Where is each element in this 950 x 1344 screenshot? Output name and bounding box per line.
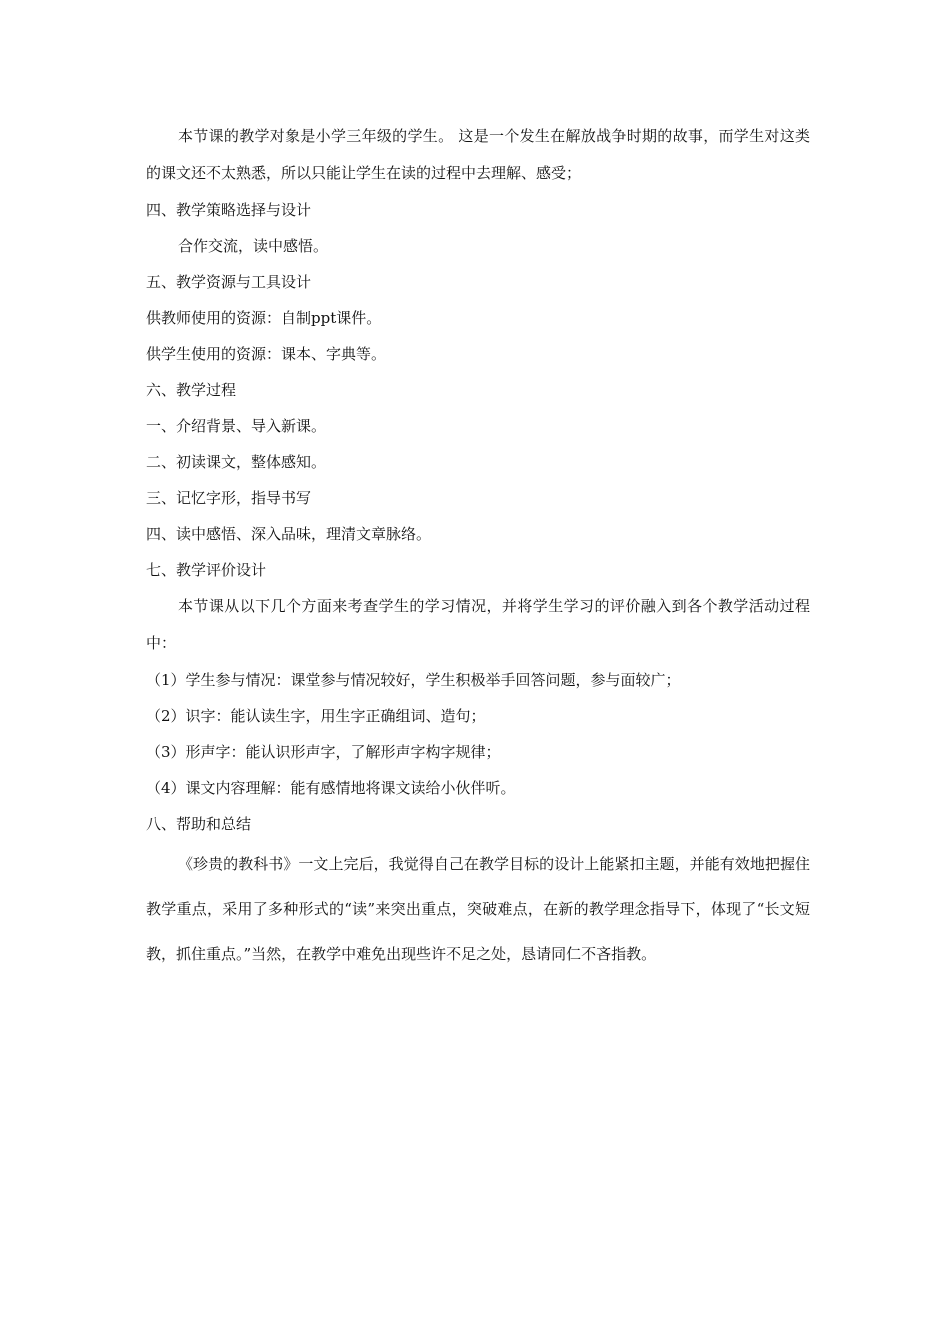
process-step: 二、初读课文，整体感知。 xyxy=(146,453,327,471)
section-heading-evaluation: 七、教学评价设计 xyxy=(146,561,267,579)
section-heading-process: 六、教学过程 xyxy=(146,381,237,399)
intro-paragraph: 本节课的教学对象是小学三年级的学生。 这是一个发生在解放战争时期的故事，而学生对这类的课文还不太熟悉，所以只能让学生在读的过程中去理解、感受； xyxy=(146,127,810,182)
strategy-text: 合作交流，读中感悟。 xyxy=(178,237,329,255)
process-step: 四、读中感悟、深入品味，理清文章脉络。 xyxy=(146,525,432,543)
section-heading-resources: 五、教学资源与工具设计 xyxy=(146,273,312,291)
resource-student: 供学生使用的资源：课本、字典等。 xyxy=(146,345,387,363)
evaluation-intro: 本节课从以下几个方面来考查学生的学习情况，并将学生学习的评价融入到各个教学活动过程中： xyxy=(146,597,810,652)
evaluation-item: （2）识字：能认读生字，用生字正确组词、造句； xyxy=(146,707,486,725)
process-step: 三、记忆字形，指导书写 xyxy=(146,489,312,507)
evaluation-item: （4）课文内容理解：能有感情地将课文读给小伙伴听。 xyxy=(146,779,516,797)
section-heading-summary: 八、帮助和总结 xyxy=(146,815,252,833)
evaluation-item: （1）学生参与情况：课堂参与情况较好，学生积极举手回答问题，参与面较广； xyxy=(146,671,681,689)
summary-paragraph: 《珍贵的教科书》一文上完后，我觉得自己在教学目标的设计上能紧扣主题，并能有效地把握住教学重点，采用了多种形式的“读”来突出重点，突破难点，在新的教学理念指导下，体现了“长文短教，抓住重点。”当然，在教学中难免出现些许不足之处，恳请同仁不吝指教。 xyxy=(146,855,810,963)
evaluation-item: （3）形声字：能认识形声字，了解形声字构字规律； xyxy=(146,743,501,761)
document-body xyxy=(146,122,810,977)
resource-teacher: 供教师使用的资源：自制ppt课件。 xyxy=(146,309,382,327)
section-heading-strategy: 四、教学策略选择与设计 xyxy=(146,201,312,219)
process-step: 一、介绍背景、导入新课。 xyxy=(146,417,327,435)
